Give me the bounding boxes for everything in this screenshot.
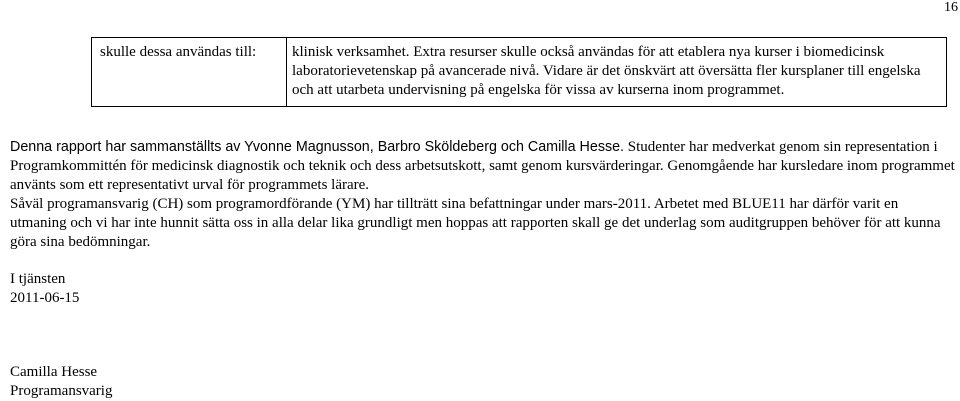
signoff-role: Programansvarig xyxy=(10,383,113,399)
table-content-cell: klinisk verksamhet. Extra resurser skulle också användas för att etablera nya kurser i biomedicinsk laboratorievetenskap på avancerade nivå. Vidare är det önskvärt att översätta fler kursplaner till engelska och att utarbeta undervisning på engelska för vissa av kurserna inom programmet. xyxy=(287,38,947,107)
report-authors-sentence: Denna rapport har sammanställts av Yvonne Magnusson, Barbro Sköldeberg och Camilla Hesse. xyxy=(10,139,625,155)
page-number: 16 xyxy=(944,0,958,15)
report-paragraph-1 xyxy=(10,138,955,195)
report-paragraph-2: Såväl programansvarig (CH) som programordförande (YM) har tillträtt sina befattningar under mars-2011. Arbetet med BLUE11 har därför varit en utmaning och vi har inte hunnit sätta oss in alla delar lika grundligt men hoppas att rapporten skall ge det underlag som auditgruppen behöver för att kunna göra sina bedömningar. xyxy=(10,196,941,250)
signoff-name: Camilla Hesse xyxy=(10,364,98,380)
table-row xyxy=(92,38,947,107)
signoff-date: 2011-06-15 xyxy=(10,290,80,306)
report-paragraph-1-text: Studenter har medverkat genom sin representation i Programkommittén för medicinsk diagnostik och teknik och dess arbetsutskott, samt genom kursvärderingar. Genomgående har kursledare inom programmet använts som ett representativt urval för programmets lärare. xyxy=(10,139,955,193)
signoff-line: I tjänsten xyxy=(10,271,66,287)
table-label-cell: skulle dessa användas till: xyxy=(92,38,287,107)
criteria-table xyxy=(91,37,947,107)
